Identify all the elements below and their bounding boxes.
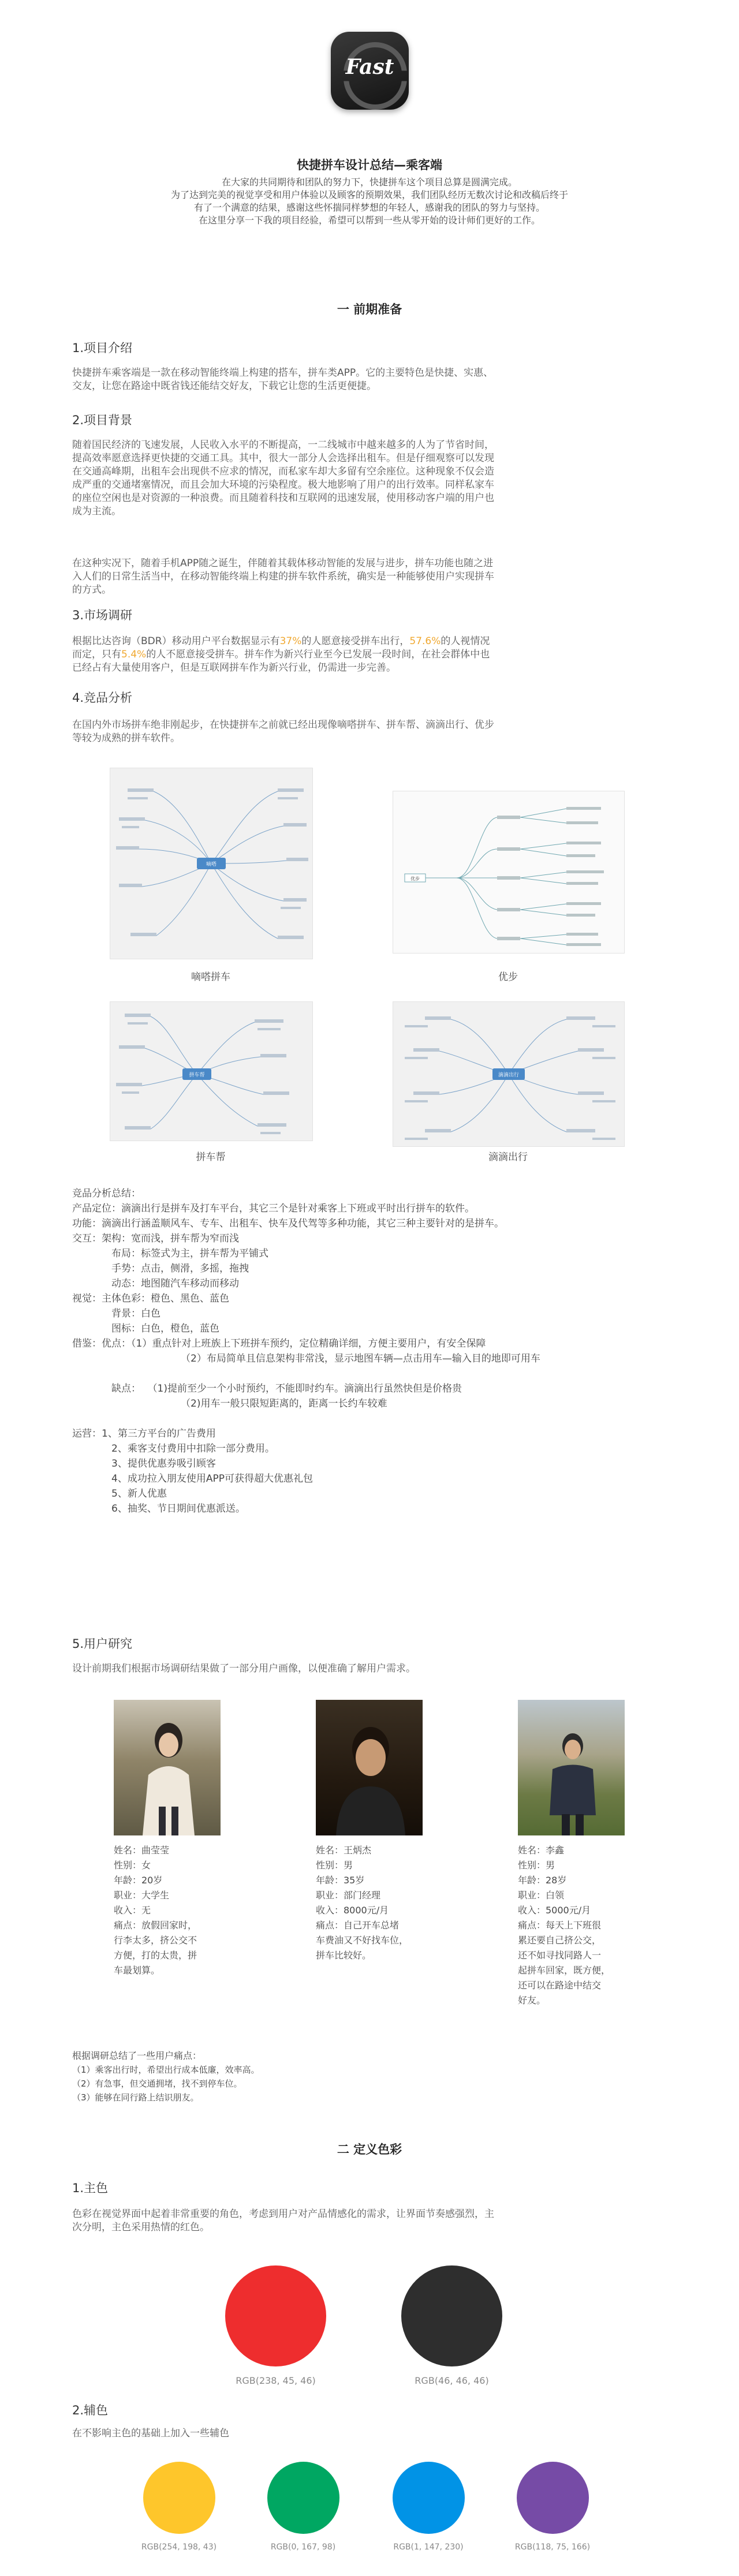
persona-pain: 方便，打的太贵，拼 [114, 1950, 197, 1961]
heading-secondary-colors: 2.辅色 [72, 2403, 109, 2417]
persona-job: 职业：部门经理 [316, 1890, 381, 1901]
persona-card-2 [316, 1843, 443, 1963]
mindmap-dida-graphic [110, 768, 312, 959]
mindmap-dida [110, 768, 313, 959]
pain-point-summary [72, 2049, 667, 2104]
persona-income: 收入：8000元/月 [316, 1905, 389, 1916]
analysis-interaction [72, 1231, 684, 1246]
text-line: 次分明，主色采用热情的红色。 [72, 2222, 210, 2233]
competitor-intro-text [72, 719, 667, 745]
secondary-color-label: RGB(1, 147, 230) [393, 2543, 464, 2552]
primary-color-label-red: RGB(238, 45, 46) [236, 2375, 316, 2386]
text-line: 在交通高峰期，出租车会出现供不应求的情况，而私家车却大多留有空余座位。这种现象不仅会造 [72, 466, 494, 477]
persona-job: 职业：白领 [518, 1890, 565, 1901]
persona-pain: 行李太多，挤公交不 [114, 1935, 197, 1946]
persona-income: 收入：无 [114, 1905, 151, 1916]
intro-line: 在这里分享一下我的项目经验，希望可以帮到一些从零开始的设计师们更好的工作。 [198, 215, 540, 226]
label: 借鉴： [72, 1338, 102, 1349]
persona-gender: 性别：男 [518, 1860, 555, 1871]
analysis-pros-row: （2）布局简单且信息架构非常浅，显示地图车辆—点击用车—输入目的地即可用车 [181, 1353, 540, 1364]
analysis-summary [72, 1186, 684, 1516]
heading-primary-color: 1.主色 [72, 2181, 109, 2195]
persona-name: 姓名：李鑫 [518, 1845, 565, 1856]
text-line: 入人们的日常生活当中，在移动智能终端上构建的拼车软件系统，确实是一种能够使用户实现拼车 [72, 571, 494, 582]
persona-job: 职业：大学生 [114, 1890, 170, 1901]
text-line: 已经占有大量使用客户，但是互联网拼车作为新兴行业，仍需进一步完善。 [72, 662, 396, 674]
background-text-1 [72, 439, 667, 518]
value: 架构：宽而浅，拼车帮为窄而浅 [102, 1233, 239, 1244]
persona-age: 年龄：35岁 [316, 1875, 365, 1886]
text-line: 成严重的交通堵塞情况，而且会加大环境的污染程度。极大地影响了用户的出行效率。同样私家车 [72, 479, 494, 491]
analysis-function: 功能：滴滴出行涵盖顺风车、专车、出租车、快车及代驾等多种功能，其它三种主要针对的是拼车。 [72, 1218, 504, 1229]
persona-pain: 拼车比较好。 [316, 1950, 372, 1961]
persona-pain: 痛点：自己开车总堵 [316, 1920, 400, 1931]
persona-pain: 还不如寻找同路人一 [518, 1950, 602, 1961]
persona-pain: 累还要自己挤公交， [518, 1935, 602, 1946]
label: 缺点： [111, 1383, 141, 1394]
persona-pain: 起拼车回家，既方便， [518, 1965, 611, 1976]
section-heading-colors: 二 定义色彩 [337, 2143, 402, 2156]
secondary-color-swatch-green [267, 2462, 339, 2534]
analysis-header: 竞品分析总结： [72, 1188, 141, 1199]
value: （1）重点针对上班族上下班拼车预约，定位精确详细，方便主要用户，有安全保障 [131, 1338, 486, 1349]
page-title: 快捷拼车设计总结—乘客端 [297, 158, 442, 172]
analysis-ops-row: 4、成功拉入朋友使用APP可获得超大优惠礼包 [111, 1473, 313, 1485]
analysis-ops-row: 6、抽奖、节日期间优惠派送。 [111, 1503, 245, 1515]
label: 视觉： [72, 1293, 102, 1304]
analysis-ops-row: 2、乘客支付费用中扣除一部分费用。 [111, 1443, 275, 1455]
mindmap-pincheb-graphic [110, 1002, 312, 1141]
persona-pain: 好友。 [518, 1995, 546, 2006]
label: 运营： [72, 1428, 102, 1440]
persona-photo-1 [114, 1700, 221, 1835]
intro-line: 在大家的共同期待和团队的努力下，快捷拼车这个项目总算是圆满完成。 [221, 177, 517, 188]
mindmap-root-label: 拼车帮 [189, 1072, 205, 1078]
text-line: 交友，让您在路途中既省钱还能结交好友，下载它让您的生活更便捷。 [72, 380, 376, 392]
person-silhouette-icon [114, 1700, 221, 1835]
secondary-color-swatch-purple [517, 2462, 589, 2534]
text-line: 快捷拼车乘客端是一款在移动智能终端上构建的搭车，拼车类APP。它的主要特色是快捷、实惠、 [72, 367, 494, 379]
value: 主体色彩：橙色、黑色、蓝色 [102, 1293, 229, 1304]
analysis-cons [72, 1381, 684, 1396]
label: 交互： [72, 1233, 102, 1244]
caption-uber: 优步 [498, 971, 518, 983]
intro-text [72, 176, 667, 227]
mindmap-pincheb [110, 1001, 313, 1141]
secondary-color-swatch-yellow [143, 2462, 215, 2534]
analysis-cons-row: （2)用车一般只限短距离的，距离一长约车较难 [181, 1398, 387, 1409]
stat-highlight: 5.4% [121, 649, 147, 660]
text-line [72, 648, 667, 661]
text-fragment: 根据比达咨询（BDR）移动用户平台数据显示有 [72, 635, 280, 647]
analysis-ops-row: 5、新人优惠 [111, 1488, 167, 1500]
stat-highlight: 57.6% [409, 635, 441, 647]
analysis-interaction-row: 动态：地图随汽车移动而移动 [111, 1278, 239, 1289]
analysis-ops [72, 1426, 684, 1441]
analysis-visual-row: 背景：白色 [111, 1308, 161, 1319]
heading-background: 2.项目背景 [72, 413, 133, 427]
person-silhouette-icon [316, 1700, 423, 1835]
text-fragment: 的人愿意接受拼车出行， [301, 635, 410, 647]
secondary-color-label: RGB(118, 75, 166) [514, 2543, 591, 2552]
persona-gender: 性别：男 [316, 1860, 353, 1871]
secondary-color-swatch-blue [393, 2462, 465, 2534]
text-line: 的座位空闲也是对资源的一种浪费。而且随着科技和互联网的迅速发展，使用移动客户端的用户也 [72, 492, 494, 504]
user-research-text: 设计前期我们根据市场调研结果做了一部分用户画像，以便准确了解用户需求。 [72, 1663, 416, 1674]
project-intro-text [72, 367, 667, 393]
summary-line: （1）乘客出行时，希望出行成本低廉，效率高。 [72, 2065, 260, 2075]
persona-name: 姓名：王炳杰 [316, 1845, 372, 1856]
heading-competitor-analysis: 4.竞品分析 [72, 691, 133, 705]
text-line [72, 635, 667, 648]
text-line: 成为主流。 [72, 506, 121, 517]
text-line: 在国内外市场拼车绝非刚起步，在快捷拼车之前就已经出现像嘀嗒拼车、拼车帮、滴滴出行、优步 [72, 719, 494, 731]
logo-wordmark: Fast [345, 55, 394, 79]
mindmap-uber-graphic [393, 791, 624, 953]
analysis-visual-row: 图标：白色，橙色，蓝色 [111, 1323, 219, 1334]
background-text-2 [72, 557, 667, 597]
persona-income: 收入：5000元/月 [518, 1905, 591, 1916]
app-logo [331, 32, 409, 110]
analysis-ops-row: 3、提供优惠券吸引顾客 [111, 1458, 216, 1470]
primary-color-label-black: RGB(46, 46, 46) [415, 2375, 489, 2386]
analysis-interaction-row: 手势：点击，侧滑，多摇，拖拽 [111, 1263, 249, 1274]
heading-market-research: 3.市场调研 [72, 608, 133, 622]
persona-photo-3 [518, 1700, 625, 1835]
heading-project-intro: 1.项目介绍 [72, 341, 133, 355]
persona-gender: 性别：女 [114, 1860, 151, 1871]
text-line: 等较为成熟的拼车软件。 [72, 732, 180, 744]
primary-color-swatch-red [225, 2265, 326, 2366]
label: 优点： [102, 1338, 131, 1349]
summary-line: （3）能够在同行路上结识朋友。 [72, 2092, 199, 2103]
spacer [72, 1411, 684, 1426]
text-fragment: 的人视情况 [441, 635, 490, 647]
person-silhouette-icon [518, 1700, 625, 1835]
persona-photo-2 [316, 1700, 423, 1835]
persona-pain: 痛点：放假回家时， [114, 1920, 197, 1931]
primary-color-text [72, 2208, 667, 2234]
intro-line: 为了达到完美的视觉享受和用户体验以及顾客的预期效果，我们团队经历无数次讨论和改稿后终于 [170, 189, 568, 200]
mindmap-root-label: 滴滴出行 [498, 1072, 520, 1078]
persona-card-1 [114, 1843, 241, 1978]
mindmap-uber [393, 791, 625, 954]
summary-line: （2）有急事，但交通拥堵，找不到停车位。 [72, 2078, 242, 2089]
value: （1)提前至少一个小时预约，不能即时约车。滴滴出行虽然快但是价格贵 [152, 1383, 462, 1394]
text-fragment: 而定，只有 [72, 649, 121, 660]
heading-user-research: 5.用户研究 [72, 1637, 133, 1651]
market-research-text [72, 635, 667, 675]
text-line: 色彩在视觉界面中起着非常重要的角色，考虑到用户对产品情感化的需求，让界面节奏感强烈，主 [72, 2208, 494, 2220]
analysis-pros [72, 1336, 684, 1351]
text-line: 随着国民经济的飞速发展，人民收入水平的不断提高，一二线城市中越来越多的人为了节省时间， [72, 439, 494, 451]
caption-didi: 滴滴出行 [488, 1151, 528, 1163]
mindmap-didi-graphic [393, 1002, 624, 1146]
persona-pain: 痛点：每天上下班很 [518, 1920, 602, 1931]
intro-line: 有了一个满意的结果，感谢这些怀揣同样梦想的年轻人，感谢我的团队的努力与坚持。 [193, 202, 545, 213]
secondary-color-label: RGB(254, 198, 43) [141, 2543, 217, 2552]
text-line: 的方式。 [72, 584, 111, 596]
persona-card-3 [518, 1843, 645, 2008]
analysis-product: 产品定位：滴滴出行是拼车及打车平台，其它三个是针对乘客上下班或平时出行拼车的软件。 [72, 1203, 475, 1214]
caption-pincheb: 拼车帮 [196, 1151, 226, 1163]
persona-pain: 车最划算。 [114, 1965, 161, 1976]
mindmap-root-label: 优步 [410, 876, 420, 881]
primary-color-swatch-black [401, 2265, 502, 2366]
text-line: 提高效率愿意选择更快捷的交通工具。其中，很大一部分人会选择出租车。但是仔细观察可以发现 [72, 453, 494, 464]
value: 1、第三方平台的广告费用 [102, 1428, 216, 1440]
analysis-interaction-row: 布局：标签式为主，拼车帮为平铺式 [111, 1248, 268, 1259]
mindmap-root-label: 嘀嗒 [206, 862, 217, 868]
persona-name: 姓名：曲莹莹 [114, 1845, 170, 1856]
persona-age: 年龄：28岁 [518, 1875, 567, 1886]
mindmap-didi [393, 1001, 625, 1147]
text-line: 在这种实况下，随着手机APP随之诞生，伴随着其载体移动智能的发展与进步，拼车功能也随之进 [72, 558, 494, 569]
secondary-color-label: RGB(0, 167, 98) [270, 2543, 336, 2552]
stat-highlight: 37% [279, 635, 302, 647]
persona-age: 年龄：20岁 [114, 1875, 163, 1886]
text-fragment: 的人不愿意接受拼车。拼车作为新兴行业至今已发展一段时间，在社会群体中也 [146, 649, 490, 660]
analysis-visual [72, 1291, 684, 1306]
spacer [72, 1366, 684, 1381]
persona-pain: 车费油又不好找车位， [316, 1935, 409, 1946]
caption-dida: 嘀嗒拼车 [191, 971, 230, 983]
section-heading-prep: 一 前期准备 [337, 302, 402, 316]
secondary-colors-text: 在不影响主色的基础上加入一些辅色 [72, 2428, 229, 2439]
persona-pain: 还可以在路途中结交 [518, 1980, 602, 1991]
summary-line: 根据调研总结了一些用户痛点： [72, 2050, 202, 2061]
